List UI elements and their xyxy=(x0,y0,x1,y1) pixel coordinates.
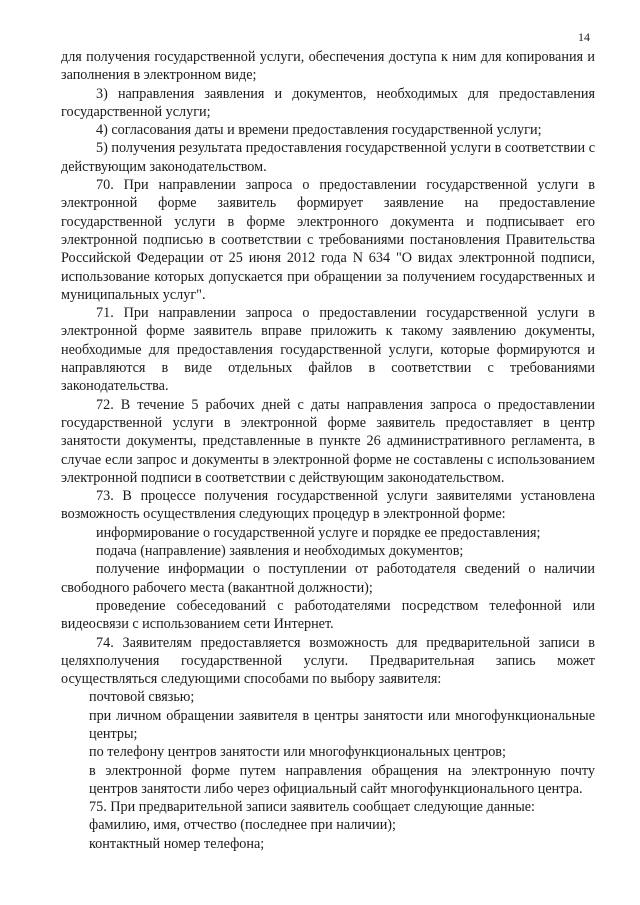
method-phone: по телефону центров занятости или многофункциональных центров; xyxy=(89,744,506,761)
procedure-vacancy-info: получение информации о поступлении от работодателя сведений о наличии свободного рабочего места (вакантной должности); xyxy=(61,561,595,596)
paragraph-75: 75. При предварительной записи заявитель сообщает следующие данные: xyxy=(89,799,535,816)
method-electronic: в электронной форме путем направления обращения на электронную почту центров занятости либо через официальный сайт многофункционального центра. xyxy=(89,762,595,797)
procedure-informing: информирование о государственной услуге и порядке ее предоставления; xyxy=(96,524,541,541)
paragraph-73: 73. В процессе получения государственной услуги заявителями установлена возможность осуществления следующих процедур в электронной форме: xyxy=(61,488,595,523)
list-item-5: 5) получения результата предоставления государственной услуги в соответствии с действующим законодательством. xyxy=(61,140,595,175)
procedure-interviews: проведение собеседований с работодателями посредством телефонной или видеосвязи с использованием сети Интернет. xyxy=(61,597,595,633)
data-full-name: фамилию, имя, отчество (последнее при наличии); xyxy=(89,817,396,834)
method-in-person: при личном обращении заявителя в центры занятости или многофункциональные центры; xyxy=(89,707,595,742)
paragraph-70: 70. При направлении запроса о предоставлении государственной услуги в электронной форме заявитель формирует заявление на предоставление государственной услуги в форме электронного документа и подписывает его электронной подписью в соответствии с требованиями постановления Правительства Российской Федерации от 25 июня 2012 года N 634 "О видах электронной подписи, использование которых допускается при обращении за получением государственных и муниципальных услуг". xyxy=(61,177,595,303)
paragraph-72: 72. В течение 5 рабочих дней с даты направления запроса о предоставлении государственной услуги в электронной форме заявитель предоставляет в центр занятости документы, представленные в пункте 26 административного регламента, в случае если запрос и документы в электронной форме не составлены с использованием электронной подписи в соответствии с действующим законодательством. xyxy=(61,396,595,486)
method-mail: почтовой связью; xyxy=(89,689,195,706)
page-number: 14 xyxy=(578,30,590,44)
list-item-4: 4) согласования даты и времени предоставления государственной услуги; xyxy=(96,122,542,139)
paragraph-71: 71. При направлении запроса о предоставлении государственной услуги в электронной форме заявитель вправе приложить к такому заявлению документы, необходимые для предоставления государственной услуги, которые формируются и направляются в виде отдельных файлов в соответствии с требованиями законодательства. xyxy=(61,305,595,395)
procedure-submission: подача (направление) заявления и необходимых документов; xyxy=(96,543,464,560)
paragraph-74: 74. Заявителям предоставляется возможность для предварительной записи в целяхполучения государственной услуги. Предварительная запись может осуществляться следующими способами по выбору заявителя: xyxy=(61,634,595,688)
list-item-3: 3) направления заявления и документов, необходимых для предоставления государственной услуги; xyxy=(61,85,595,120)
document-body xyxy=(61,48,595,853)
paragraph-continuation: для получения государственной услуги, обеспечения доступа к ним для копирования и заполнения в электронном виде; xyxy=(61,49,595,84)
data-phone-number: контактный номер телефона; xyxy=(89,835,265,852)
